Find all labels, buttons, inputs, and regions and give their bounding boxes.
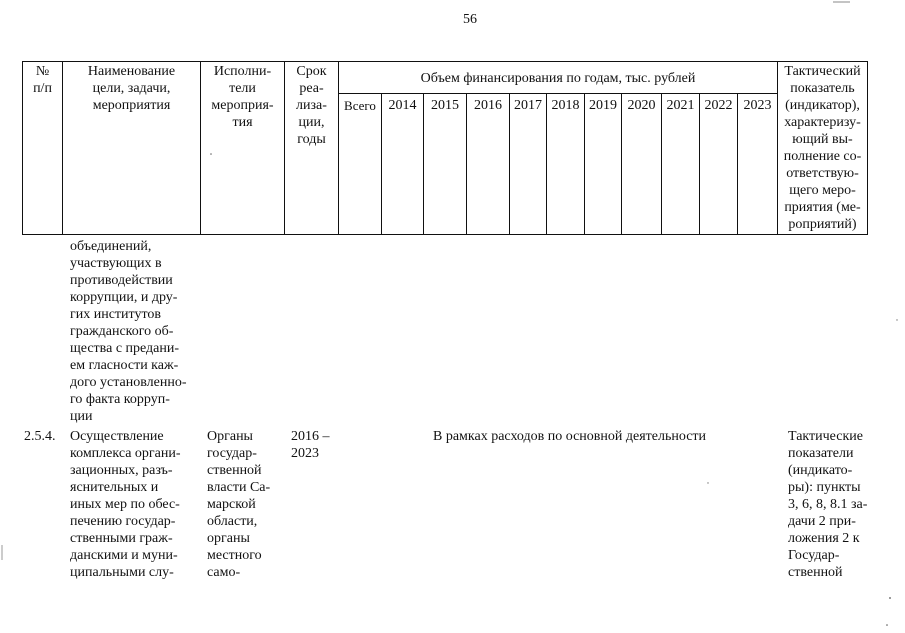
scan-speck	[707, 482, 708, 483]
row-name: Осуществление комплекса органи- зационных, разъ- яснительных и иных мер по обес- печению государ- ственными граж- данскими и муни- ципальными слу-	[70, 429, 181, 580]
header-year: 2018	[547, 94, 585, 235]
header-year: 2017	[510, 94, 547, 235]
header-year: 2019	[585, 94, 622, 235]
header-year: 2021	[662, 94, 700, 235]
row-number: 2.5.4.	[24, 429, 56, 444]
scan-speck	[889, 597, 891, 599]
continued-name-text: объединений, участвующих в противодействии коррупции, и дру- гих институтов гражданского об- щества с предани- ем гласности каж- дого установленно- го факта корруп- ции	[70, 239, 187, 424]
header-year: 2014	[382, 94, 424, 235]
page-number: 56	[463, 12, 477, 27]
row-period: 2016 – 2023	[291, 429, 330, 461]
header-period: Срок реа- лиза- ции, годы	[285, 62, 339, 235]
header-executors: Исполни- тели мероприя- тия	[201, 62, 285, 235]
header-number: № п/п	[23, 62, 63, 235]
header-year: 2015	[424, 94, 467, 235]
scan-speck	[886, 624, 888, 626]
scan-speck	[896, 319, 897, 320]
row-indicator: Тактические показатели (индикато- ры): пункты 3, 6, 8, 8.1 за- дачи 2 при- ложения 2 к Государ- ственной	[788, 429, 868, 580]
header-indicator: Тактический показатель (индикатор), характеризу- ющий вы- полнение со- ответствую- щего меро- приятия (ме- роприятий)	[778, 62, 868, 235]
header-total: Всего	[339, 94, 382, 235]
row-executors: Органы государ- ственной власти Са- марской области, органы местного само-	[207, 429, 271, 580]
header-table	[22, 61, 868, 235]
header-financing-title: Объем финансирования по годам, тыс. рублей	[339, 62, 778, 94]
header-year: 2016	[467, 94, 510, 235]
row-financing: В рамках расходов по основной деятельности	[433, 429, 707, 444]
header-year: 2022	[700, 94, 738, 235]
header-name: Наименование цели, задачи, мероприятия	[63, 62, 201, 235]
header-year: 2020	[622, 94, 662, 235]
header-year: 2023	[738, 94, 778, 235]
